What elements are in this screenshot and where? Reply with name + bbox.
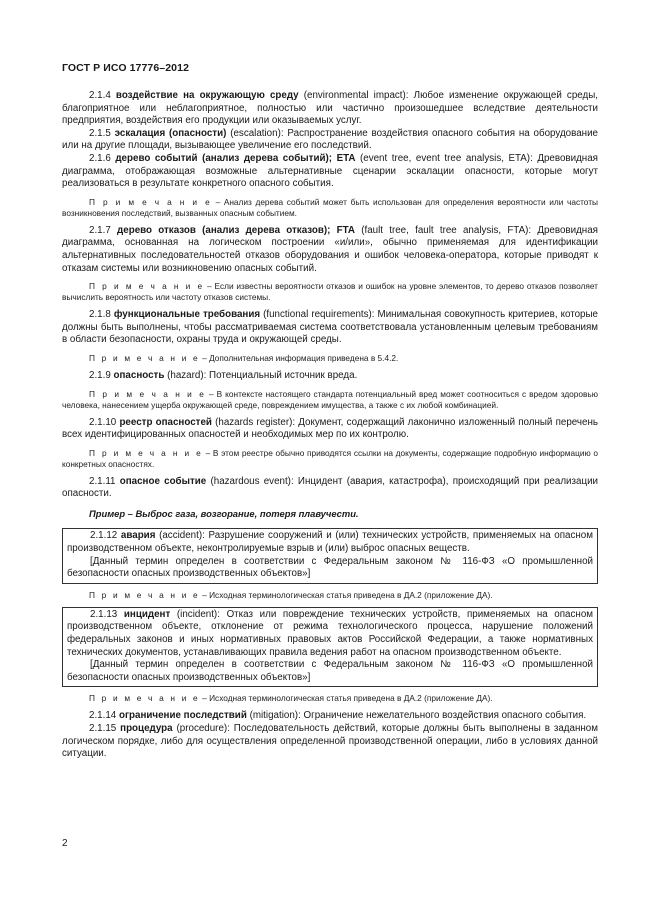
term-definition: Минимальная совокупность критериев, которые должны быть выполнены, чтобы рассматриваемая система соответствовала установленным целевым требованиям в области безопасности, охраны труда и окружающей среды.	[62, 309, 598, 346]
term-definition: Потенциальный источник вреда.	[209, 369, 358, 381]
term-definition: Древовидная диаграмма, отображающая возможные альтернативные сценарии эскалации опасности, которые могут реализоваться в результате конкретного опасного события.	[62, 152, 598, 190]
boxed-entry-2-1-12	[62, 528, 598, 583]
note-text: – Дополнительная информация приведена в 5.4.2.	[202, 352, 399, 363]
term-name: опасное событие	[119, 475, 207, 487]
term-number: 2.1.10	[89, 416, 117, 428]
term-entry-2-1-8	[62, 309, 598, 347]
note-2-1-9	[62, 389, 598, 411]
term-number: 2.1.5	[89, 127, 111, 139]
term-name: дерево отказов (анализ дерева отказов); FTA	[117, 224, 355, 236]
term-entry-2-1-6	[62, 153, 598, 191]
term-english: (escalation):	[230, 127, 284, 139]
note-2-1-13	[62, 693, 598, 704]
example-2-1-11: Пример – Выброс газа, возгорание, потеря плавучести.	[89, 507, 359, 519]
page-content	[62, 90, 598, 761]
note-label: П р и м е ч а н и е	[89, 352, 200, 363]
term-name: функциональные требования	[113, 309, 261, 321]
term-definition: Ограничение нежелательного воздействия опасного события.	[303, 710, 587, 722]
term-entry-2-1-9	[62, 370, 598, 383]
term-english: (fault tree, fault tree analysis, FTA):	[361, 224, 532, 236]
term-entry-2-1-13	[67, 609, 593, 659]
document-header: ГОСТ Р ИСО 17776–2012	[62, 62, 190, 74]
reference-2-1-13: [Данный термин определен в соответствии с Федеральным законом № 116-ФЗ «О промышленной безопасности опасных производственных объектов»]	[67, 659, 593, 683]
term-entry-2-1-11	[62, 476, 598, 501]
note-label: П р и м е ч а н и е	[89, 447, 203, 458]
term-entry-2-1-14	[62, 710, 598, 723]
note-text: – Исходная терминологическая статья приведена в ДА.2 (приложение ДА).	[202, 693, 493, 704]
term-number: 2.1.6	[89, 152, 111, 164]
term-name: воздействие на окружающую среду	[115, 90, 299, 101]
term-entry-2-1-15	[62, 723, 598, 761]
note-text: – В этом реестре обычно приводятся ссылки на документы, содержащие подробную информацию о конкретных опасностях.	[62, 447, 598, 469]
term-english: (event tree, event tree analysis, ETA):	[359, 152, 533, 164]
reference-2-1-12: [Данный термин определен в соответствии с Федеральным законом № 116-ФЗ «О промышленной безопасности опасных производственных объектов»]	[67, 555, 593, 580]
term-english: (hazard):	[167, 369, 207, 381]
term-definition: Отказ или повреждение технических устройств, применяемых на опасном производственном объекте, отклонение от режима технологического процесса, нарушение положений федеральных законов и иных нормативных правовых актов Российской Федерации, а также нормативных технических документов, устанавливающих правила ведения работ на опасном производственном объекте.	[67, 608, 594, 658]
term-english: (hazards register):	[215, 416, 296, 428]
note-label: П р и м е ч а н и е	[89, 281, 205, 292]
page-number: 2	[62, 838, 68, 849]
term-entry-2-1-5	[62, 128, 598, 153]
note-text: – Анализ дерева событий может быть использован для определения вероятности или частоты возникновения последствий, вызванных опасным событием.	[62, 196, 598, 218]
term-number: 2.1.15	[89, 723, 117, 734]
note-2-1-12	[62, 590, 598, 601]
term-number: 2.1.14	[89, 710, 117, 722]
note-text: – Если известны вероятности отказов и ошибок на уровне элементов, то дерево отказов позволяет вычислить вероятность или частоту отказов системы.	[62, 281, 598, 303]
term-number: 2.1.13	[90, 608, 118, 620]
term-definition: Инцидент (авария, катастрофа), происходящий при реализации опасности.	[62, 475, 599, 500]
term-definition: Любое изменение окружающей среды, благоприятное или неблагоприятное, полностью или частично произошедшее вследствие деятельности предприятия, воздействия его продукции или оказываемых услуг.	[62, 90, 598, 127]
note-label: П р и м е ч а н и е	[89, 196, 212, 207]
note-label: П р и м е ч а н и е	[89, 589, 200, 600]
term-number: 2.1.8	[89, 309, 111, 321]
note-text: – Исходная терминологическая статья приведена в ДА.2 (приложение ДА).	[202, 589, 493, 600]
note-2-1-6	[62, 197, 598, 219]
term-name: процедура	[120, 723, 173, 734]
term-definition: Последовательность действий, которые должны быть выполнены в заданном логическом порядке, либо для осуществления определенной производственной операции, либо в условиях данной ситуации.	[62, 723, 598, 760]
term-number: 2.1.4	[89, 90, 111, 101]
term-number: 2.1.7	[89, 224, 111, 236]
term-definition: Древовидная диаграмма, основанная на логическом построении «и/или», обычно применяемая для идентификации альтернативных последовательностей отказов оборудования и ошибок человека-оператора, которые приводят к отказам системы или возникновению опасных событий.	[62, 224, 598, 274]
term-number: 2.1.9	[89, 369, 111, 381]
term-english: (functional requirements):	[263, 309, 375, 321]
term-english: (hazardous event):	[210, 475, 294, 487]
term-entry-2-1-7	[62, 225, 598, 275]
note-label: П р и м е ч а н и е	[89, 388, 207, 399]
term-number: 2.1.11	[89, 475, 116, 487]
term-name: дерево событий (анализ дерева событий); ETA	[115, 152, 356, 164]
term-name: реестр опасностей	[119, 416, 212, 428]
term-english: (incident):	[176, 608, 220, 620]
term-english: (mitigation):	[249, 710, 301, 722]
term-name: инцидент	[123, 608, 171, 620]
term-english: (environmental impact):	[303, 90, 409, 101]
term-name: эскалация (опасности)	[114, 127, 227, 139]
term-number: 2.1.12	[90, 530, 118, 542]
note-2-1-10	[62, 448, 598, 470]
term-english: (procedure):	[176, 723, 230, 734]
term-entry-2-1-4	[62, 90, 598, 128]
term-entry-2-1-10	[62, 417, 598, 442]
note-text: – В контексте настоящего стандарта потенциальный вред может соотноситься с вредом здоровью человека, нанесением ущерба окружающей среде, повреждением имущества, а также с их любой комбинацией.	[62, 388, 598, 410]
term-english: (accident):	[159, 530, 205, 542]
term-entry-2-1-12	[67, 530, 593, 555]
term-definition: Разрушение сооружений и (или) технических устройств, применяемых на опасном производственном объекте, неконтролируемые взрыв и (или) выброс опасных веществ.	[67, 530, 593, 555]
boxed-entry-2-1-13	[62, 607, 598, 688]
term-name: опасность	[113, 369, 165, 381]
term-name: авария	[120, 530, 156, 542]
term-definition: Документ, содержащий лаконично изложенный полный перечень всех идентифицированных опасностей и необходимых мер по их контролю.	[62, 416, 598, 441]
term-definition: Распространение воздействия опасного события на оборудование или на другие площади, вызывающее увеличение его последствий.	[62, 127, 598, 152]
note-2-1-8	[62, 353, 598, 364]
note-label: П р и м е ч а н и е	[89, 693, 200, 704]
term-name: ограничение последствий	[118, 710, 247, 722]
note-2-1-7	[62, 281, 598, 303]
